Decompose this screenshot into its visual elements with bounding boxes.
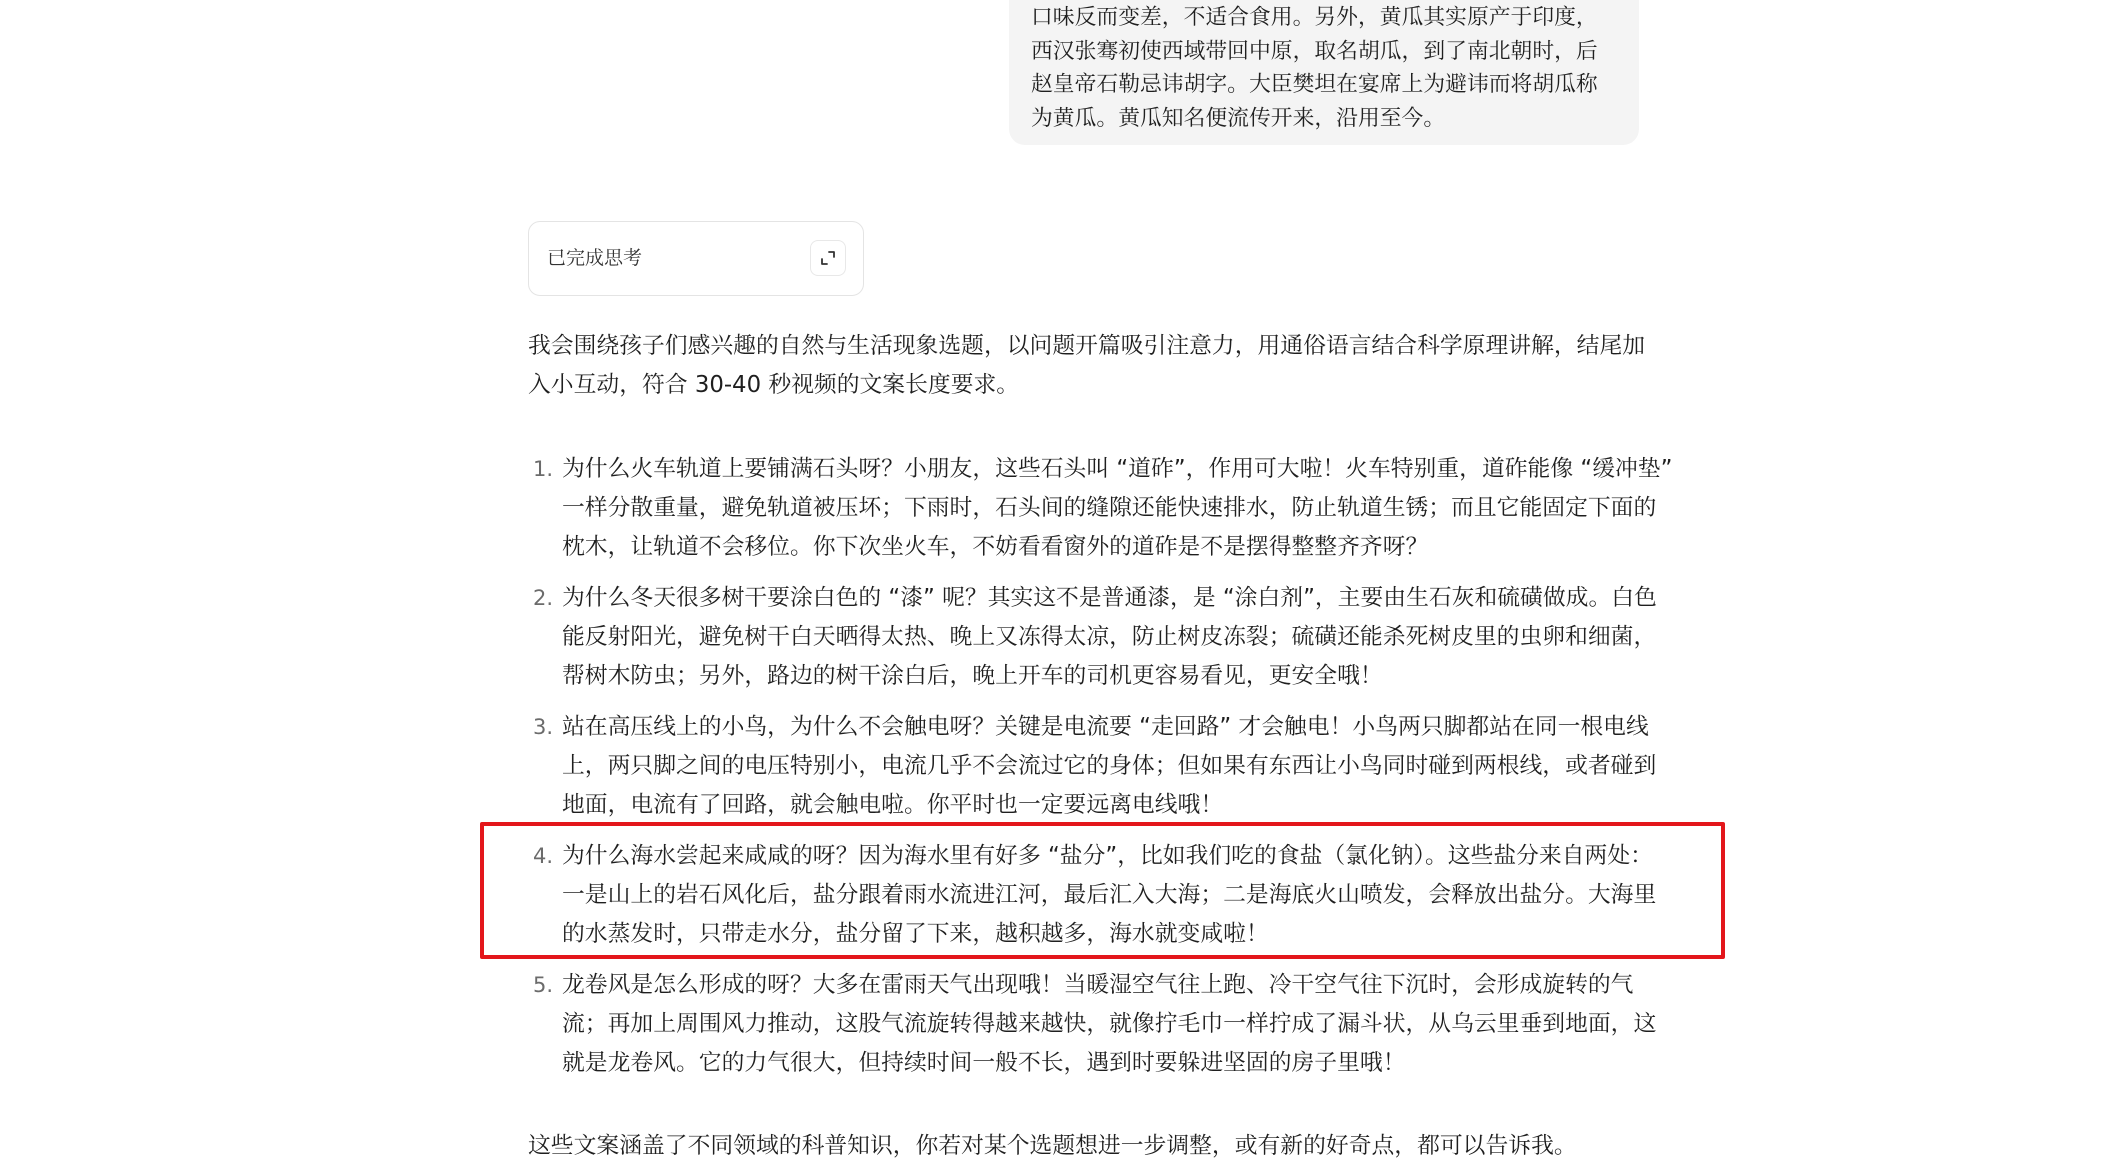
list-item-number: 5. — [532, 973, 553, 997]
user-message-line: 口味反而变差，不适合食用。另外，黄瓜其实原产于印度， — [1031, 5, 1598, 30]
thinking-status-label: 已完成思考 — [547, 247, 643, 269]
list-item-number: 4. — [532, 844, 553, 868]
user-message-text — [1031, 1, 1598, 135]
response-closing: 这些文案涵盖了不同领域的科普知识，你若对某个选题想进一步调整，或有新的好奇点，都可以告诉我。 — [528, 1133, 1577, 1159]
list-item-text — [562, 579, 1657, 696]
response-intro-line: 入小互动，符合 30-40 秒视频的文案长度要求。 — [528, 372, 1020, 398]
list-item-number: 2. — [532, 586, 553, 610]
list-item — [528, 579, 1672, 696]
response-intro — [528, 327, 1645, 405]
list-item-line: 枕木，让轨道不会移位。你下次坐火车，不妨看看窗外的道砟是不是摆得整整齐齐呀？ — [562, 534, 1429, 560]
list-item-line: 流；再加上周围风力推动，这股气流旋转得越来越快，就像拧毛巾一样拧成了漏斗状，从乌云里垂到地面，这 — [562, 1011, 1657, 1037]
list-item — [528, 450, 1672, 567]
user-message-bubble — [1009, 0, 1639, 145]
list-item-line: 为什么火车轨道上要铺满石头呀？小朋友，这些石头叫 “道砟”，作用可大啦！火车特别重，道砟能像 “缓冲垫” — [562, 456, 1673, 482]
list-item-line: 一样分散重量，避免轨道被压坏；下雨时，石头间的缝隙还能快速排水，防止轨道生锈；而且它能固定下面的 — [562, 495, 1657, 521]
user-message-line: 西汉张骞初使西域带回中原，取名胡瓜，到了南北朝时，后 — [1031, 38, 1598, 64]
list-item-line: 一是山上的岩石风化后，盐分跟着雨水流进江河，最后汇入大海；二是海底火山喷发，会释放出盐分。大海里 — [562, 882, 1657, 908]
list-item-number: 1. — [532, 457, 553, 481]
list-item-line: 的水蒸发时，只带走水分，盐分留了下来，越积越多，海水就变咸啦！ — [562, 921, 1269, 947]
list-item-text — [562, 708, 1656, 825]
list-item-text — [562, 450, 1672, 567]
list-item-line: 上，两只脚之间的电压特别小，电流几乎不会流过它的身体；但如果有东西让小鸟同时碰到两根线，或者碰到 — [562, 753, 1657, 779]
user-message-line: 赵皇帝石勒忌讳胡字。大臣樊坦在宴席上为避讳而将胡瓜称 — [1031, 72, 1598, 97]
list-item-number: 3. — [532, 715, 553, 739]
thinking-status-card[interactable] — [528, 221, 864, 296]
list-item-line: 为什么冬天很多树干要涂白色的 “漆” 呢？其实这不是普通漆，是 “涂白剂”，主要由生石灰和硫磺做成。白色 — [562, 585, 1657, 611]
expand-thinking-button[interactable] — [810, 240, 846, 276]
list-item-line: 站在高压线上的小鸟，为什么不会触电呀？关键是电流要 “走回路” 才会触电！小鸟两只脚都站在同一根电线 — [562, 714, 1649, 740]
list-item-text — [562, 966, 1656, 1083]
list-item-text — [562, 837, 1656, 954]
topic-list — [528, 450, 1672, 1095]
list-item — [528, 837, 1672, 954]
list-item-line: 地面，电流有了回路，就会触电啦。你平时也一定要远离电线哦！ — [562, 792, 1224, 818]
list-item-line: 帮树木防虫；另外，路边的树干涂白后，晚上开车的司机更容易看见，更安全哦！ — [562, 663, 1383, 689]
list-item-line: 就是龙卷风。它的力气很大，但持续时间一般不长，遇到时要躲进坚固的房子里哦！ — [562, 1050, 1406, 1076]
list-item-line: 为什么海水尝起来咸咸的呀？因为海水里有好多 “盐分”，比如我们吃的食盐（氯化钠）。这些盐分来自两处： — [562, 843, 1653, 869]
response-intro-line: 我会围绕孩子们感兴趣的自然与生活现象选题，以问题开篇吸引注意力，用通俗语言结合科学原理讲解，结尾加 — [528, 333, 1646, 359]
list-item — [528, 966, 1672, 1083]
list-item — [528, 708, 1672, 825]
user-message-line: 为黄瓜。黄瓜知名便流传开来，沿用至今。 — [1031, 105, 1446, 131]
list-item-line: 龙卷风是怎么形成的呀？大多在雷雨天气出现哦！当暖湿空气往上跑、冷干空气往下沉时，会形成旋转的气 — [562, 972, 1634, 998]
expand-icon — [819, 249, 837, 267]
list-item-line: 能反射阳光，避免树干白天晒得太热、晚上又冻得太凉，防止树皮冻裂；硫磺还能杀死树皮里的虫卵和细菌， — [562, 624, 1657, 650]
